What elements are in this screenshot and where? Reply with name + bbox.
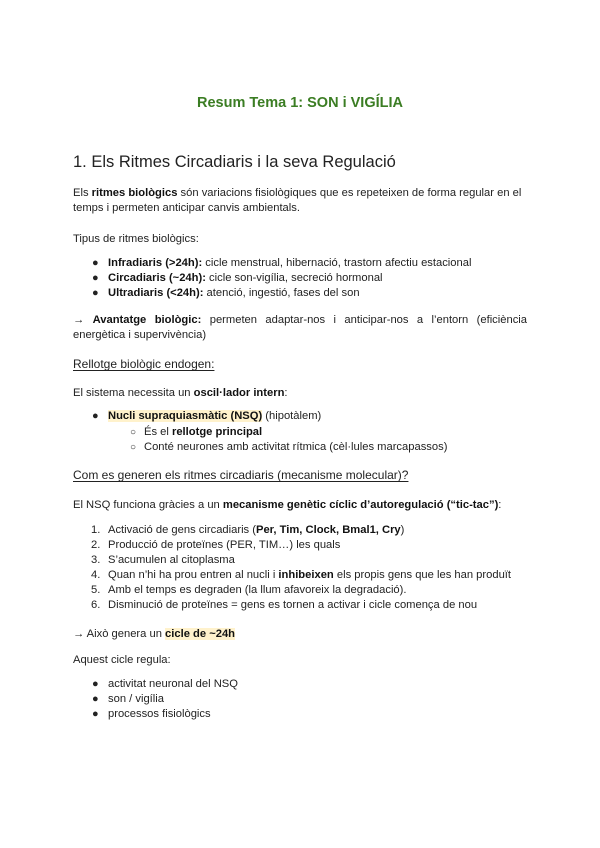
step-number: 6. bbox=[91, 599, 101, 611]
bullet-icon: ● bbox=[92, 678, 99, 690]
list-item: activitat neuronal del NSQ bbox=[108, 678, 238, 690]
list-item: Infradiaris (>24h): cicle menstrual, hibernació, trastorn afectiu estacional bbox=[108, 257, 472, 269]
intro-line-1: Els ritmes biològics són variacions fisiològiques que es repeteixen de forma regular en el bbox=[73, 187, 522, 199]
step-item: S’acumulen al citoplasma bbox=[108, 554, 235, 566]
advantage-paragraph: → Avantatge biològic: permeten adaptar-nos i anticipar-nos a l’entorn (eficiència energètica i supervivència) bbox=[73, 314, 528, 341]
clock-line: El sistema necessita un oscil·lador intern: bbox=[73, 387, 288, 399]
list-item: son / vigília bbox=[108, 693, 164, 705]
step-number: 4. bbox=[91, 569, 101, 581]
step-number: 2. bbox=[91, 539, 101, 551]
bullet-icon: ● bbox=[92, 708, 99, 720]
section-heading-1: 1. Els Ritmes Circadiaris i la seva Regulació bbox=[73, 153, 396, 171]
mechanism-line: El NSQ funciona gràcies a un mecanisme genètic cíclic d’autoregulació (“tic-tac”): bbox=[73, 499, 502, 511]
result-line: → Això genera un cicle de ~24h bbox=[73, 628, 236, 640]
step-number: 3. bbox=[91, 554, 101, 566]
step-number: 5. bbox=[91, 584, 101, 596]
step-item: Activació de gens circadiaris (Per, Tim, Clock, Bmal1, Cry) bbox=[108, 524, 405, 536]
step-item: Amb el temps es degraden (la llum afavoreix la degradació). bbox=[108, 584, 407, 596]
types-label: Tipus de ritmes biològics: bbox=[73, 233, 199, 245]
sub-bullet-icon: ○ bbox=[130, 427, 137, 438]
list-item: processos fisiològics bbox=[108, 708, 211, 720]
list-subitem: Conté neurones amb activitat rítmica (cèl·lules marcapassos) bbox=[144, 441, 448, 453]
page-title: Resum Tema 1: SON i VIGÍLIA bbox=[196, 95, 403, 111]
bullet-icon: ● bbox=[92, 272, 99, 284]
list-item: Circadiaris (~24h): cicle son-vigília, secreció hormonal bbox=[108, 272, 383, 284]
bullet-icon: ● bbox=[92, 287, 99, 299]
step-item: Disminució de proteïnes = gens es tornen a activar i cicle comença de nou bbox=[108, 599, 478, 611]
sub-bullet-icon: ○ bbox=[130, 442, 137, 453]
step-item: Producció de proteïnes (PER, TIM…) les quals bbox=[108, 539, 341, 551]
list-subitem: És el rellotge principal bbox=[144, 426, 263, 438]
step-item: Quan n’hi ha prou entren al nucli i inhibeixen els propis gens que les han produït bbox=[108, 569, 512, 581]
intro-line-2: temps i permeten anticipar canvis ambientals. bbox=[73, 202, 300, 214]
list-item: Ultradiaris (<24h): atenció, ingestió, fases del son bbox=[108, 287, 360, 299]
section-heading-clock: Rellotge biològic endogen: bbox=[73, 357, 215, 371]
section-heading-mechanism: Com es generen els ritmes circadiaris (mecanisme molecular)? bbox=[73, 468, 409, 482]
step-number: 1. bbox=[91, 524, 101, 536]
regulates-label: Aquest cicle regula: bbox=[73, 654, 171, 666]
bullet-icon: ● bbox=[92, 257, 99, 269]
bullet-icon: ● bbox=[92, 410, 99, 422]
list-item: Nucli supraquiasmàtic (NSQ) (hipotàlem) bbox=[108, 410, 322, 422]
bullet-icon: ● bbox=[92, 693, 99, 705]
